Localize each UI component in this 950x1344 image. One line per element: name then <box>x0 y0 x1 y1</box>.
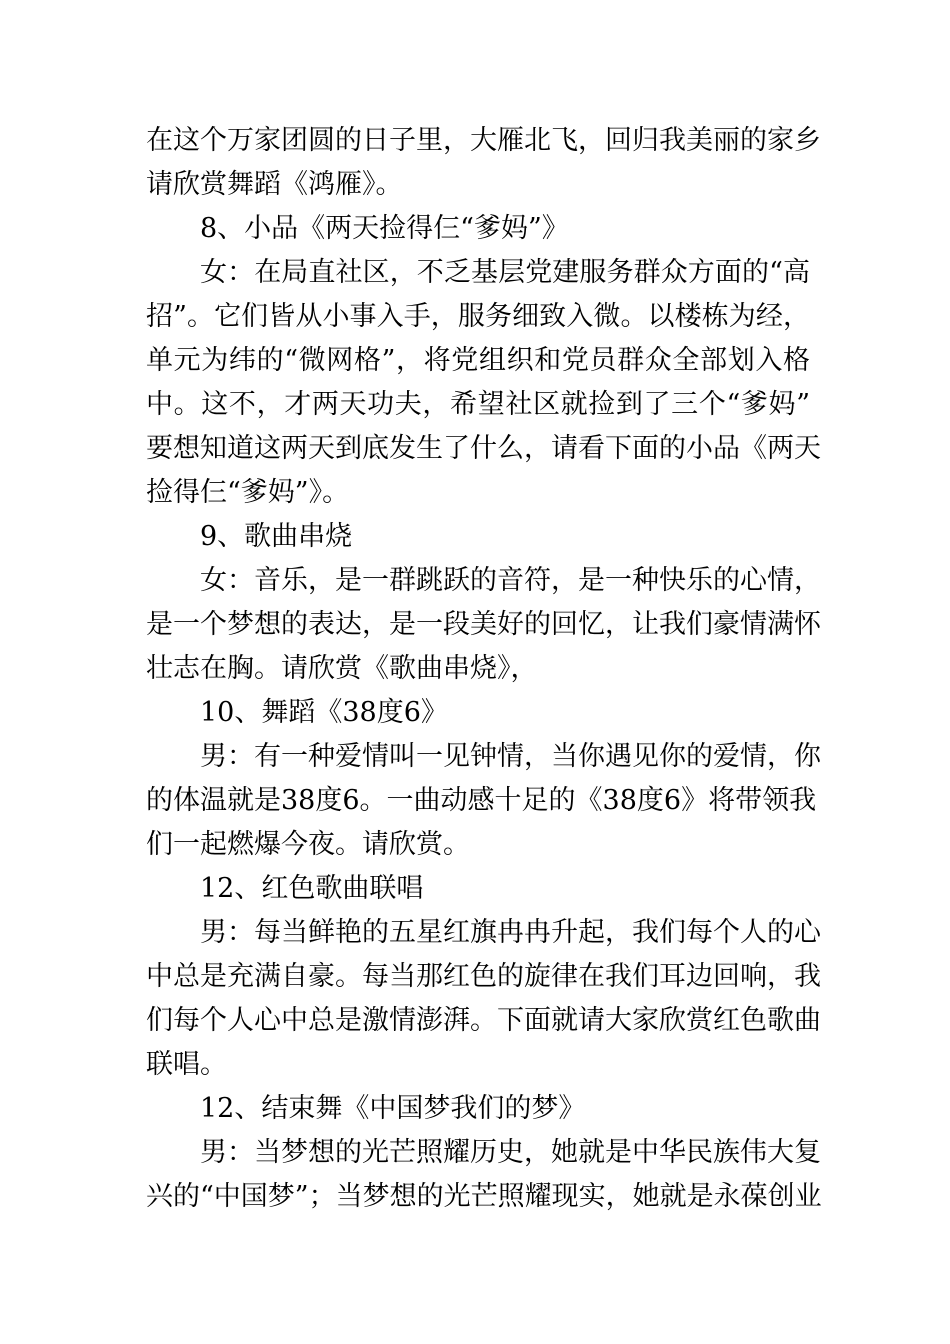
paragraph-line: 单元为纬的“微网格”，将党组织和党员群众全部划入格 <box>146 345 810 376</box>
paragraph-line: 联唱。 <box>146 1049 227 1080</box>
paragraph-line: 女：音乐，是一群跳跃的音符，是一种快乐的心情， <box>200 565 821 596</box>
program-heading: 12、红色歌曲联唱 <box>200 873 424 904</box>
paragraph-line: 们每个人心中总是激情澎湃。下面就请大家欣赏红色歌曲 <box>146 1005 821 1036</box>
paragraph-line: 招”。它们皆从小事入手，服务细致入微。以楼栋为经， <box>146 301 810 332</box>
paragraph-line: 中。这不，才两天功夫，希望社区就捡到了三个“爹妈” <box>146 389 810 420</box>
paragraph-line: 要想知道这两天到底发生了什么，请看下面的小品《两天 <box>146 433 821 464</box>
paragraph-line: 是一个梦想的表达，是一段美好的回忆，让我们豪情满怀 <box>146 609 821 640</box>
paragraph-line: 男：有一种爱情叫一见钟情，当你遇见你的爱情，你 <box>200 741 821 772</box>
program-heading: 9、歌曲串烧 <box>200 521 353 552</box>
paragraph-line: 兴的“中国梦”；当梦想的光芒照耀现实，她就是永葆创业 <box>146 1181 822 1212</box>
program-heading: 12、结束舞《中国梦我们的梦》 <box>200 1093 586 1124</box>
paragraph-line: 捡得仨“爹妈”》。 <box>146 477 350 508</box>
paragraph-line: 男：当梦想的光芒照耀历史，她就是中华民族伟大复 <box>200 1137 821 1168</box>
paragraph-line: 中总是充满自豪。每当那红色的旋律在我们耳边回响，我 <box>146 961 821 992</box>
paragraph-line: 男：每当鲜艳的五星红旗冉冉升起，我们每个人的心 <box>200 917 821 948</box>
paragraph-line: 们一起燃爆今夜。请欣赏。 <box>146 829 470 860</box>
paragraph-line: 的体温就是38度6。一曲动感十足的《38度6》将带领我 <box>146 785 817 816</box>
paragraph-line: 壮志在胸。请欣赏《歌曲串烧》， <box>146 653 538 684</box>
program-heading: 10、舞蹈《38度6》 <box>200 697 448 728</box>
program-heading: 8、小品《两天捡得仨“爹妈”》 <box>200 213 569 244</box>
paragraph-line: 女：在局直社区，不乏基层党建服务群众方面的“高 <box>200 257 810 288</box>
paragraph-line: 在这个万家团圆的日子里，大雁北飞，回归我美丽的家乡 <box>146 125 821 156</box>
paragraph-line: 请欣赏舞蹈《鸿雁》。 <box>146 169 403 200</box>
